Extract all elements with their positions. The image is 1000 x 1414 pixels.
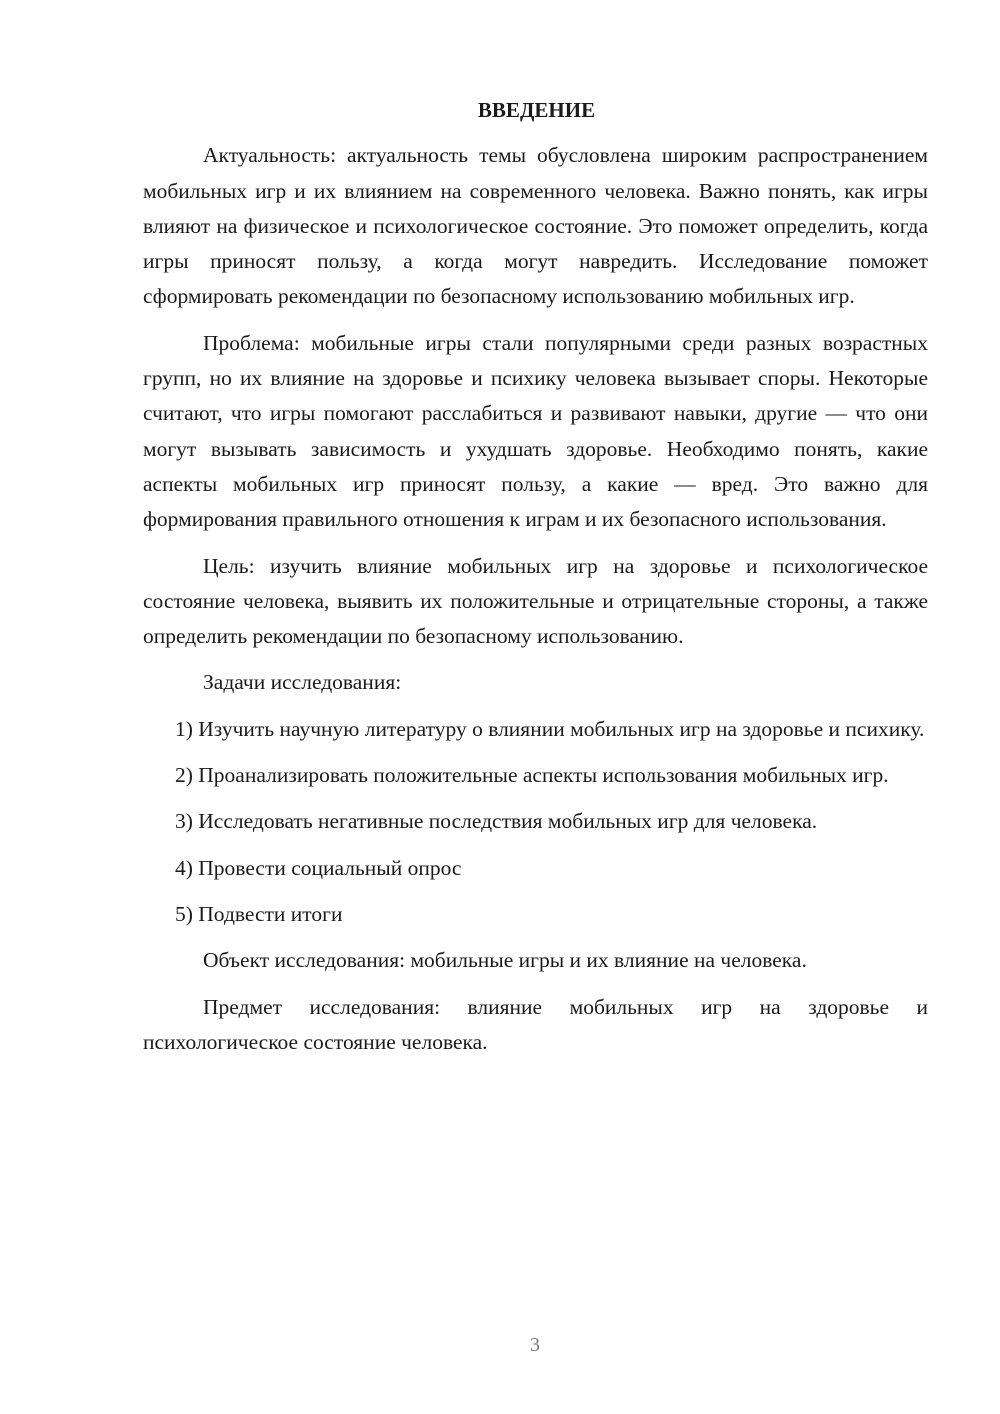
problem-paragraph: Проблема: мобильные игры стали популярными среди разных возрастных групп, но их влияние на здоровье и психику человека вызывает споры. Некоторые считают, что игры помогают расслабиться и развивают навыки, другие — что они могут вызывать зависимость и ухудшать здоровье. Необходимо понять, какие аспекты мобильных игр приносят пользу, а какие — вред. Это важно для формирования правильного отношения к играм и их безопасного использования. — [143, 330, 928, 532]
task-item: 4) Провести социальный опрос — [175, 855, 462, 880]
object-paragraph: Объект исследования: мобильные игры и их влияние на человека. — [203, 948, 807, 973]
task-item: 2) Проанализировать положительные аспекты использования мобильных игр. — [175, 763, 889, 788]
task-item: 3) Исследовать негативные последствия мобильных игр для человека. — [175, 809, 818, 834]
task-item: 1) Изучить научную литературу о влиянии мобильных игр на здоровье и психику. — [175, 716, 925, 741]
page-content — [143, 93, 928, 1071]
goal-paragraph: Цель: изучить влияние мобильных игр на здоровье и психологическое состояние человека, выявить их положительные и отрицательные стороны, а также определить рекомендации по безопасному использованию. — [143, 553, 928, 649]
task-item: 5) Подвести итоги — [175, 901, 343, 926]
tasks-heading: Задачи исследования: — [203, 670, 402, 695]
subject-paragraph: Предмет исследования: влияние мобильных игр на здоровье и психологическое состояние человека. — [143, 994, 928, 1054]
page-title: ВВЕДЕНИЕ — [477, 98, 596, 122]
page-number: 3 — [530, 1334, 540, 1356]
relevance-paragraph: Актуальность: актуальность темы обусловлена широким распространением мобильных игр и их влиянием на современного человека. Важно понять, как игры влияют на физическое и психологическое состояние. Это поможет определить, когда игры приносят пользу, а когда могут навредить. Исследование поможет сформировать рекомендации по безопасному использованию мобильных игр. — [143, 143, 928, 309]
